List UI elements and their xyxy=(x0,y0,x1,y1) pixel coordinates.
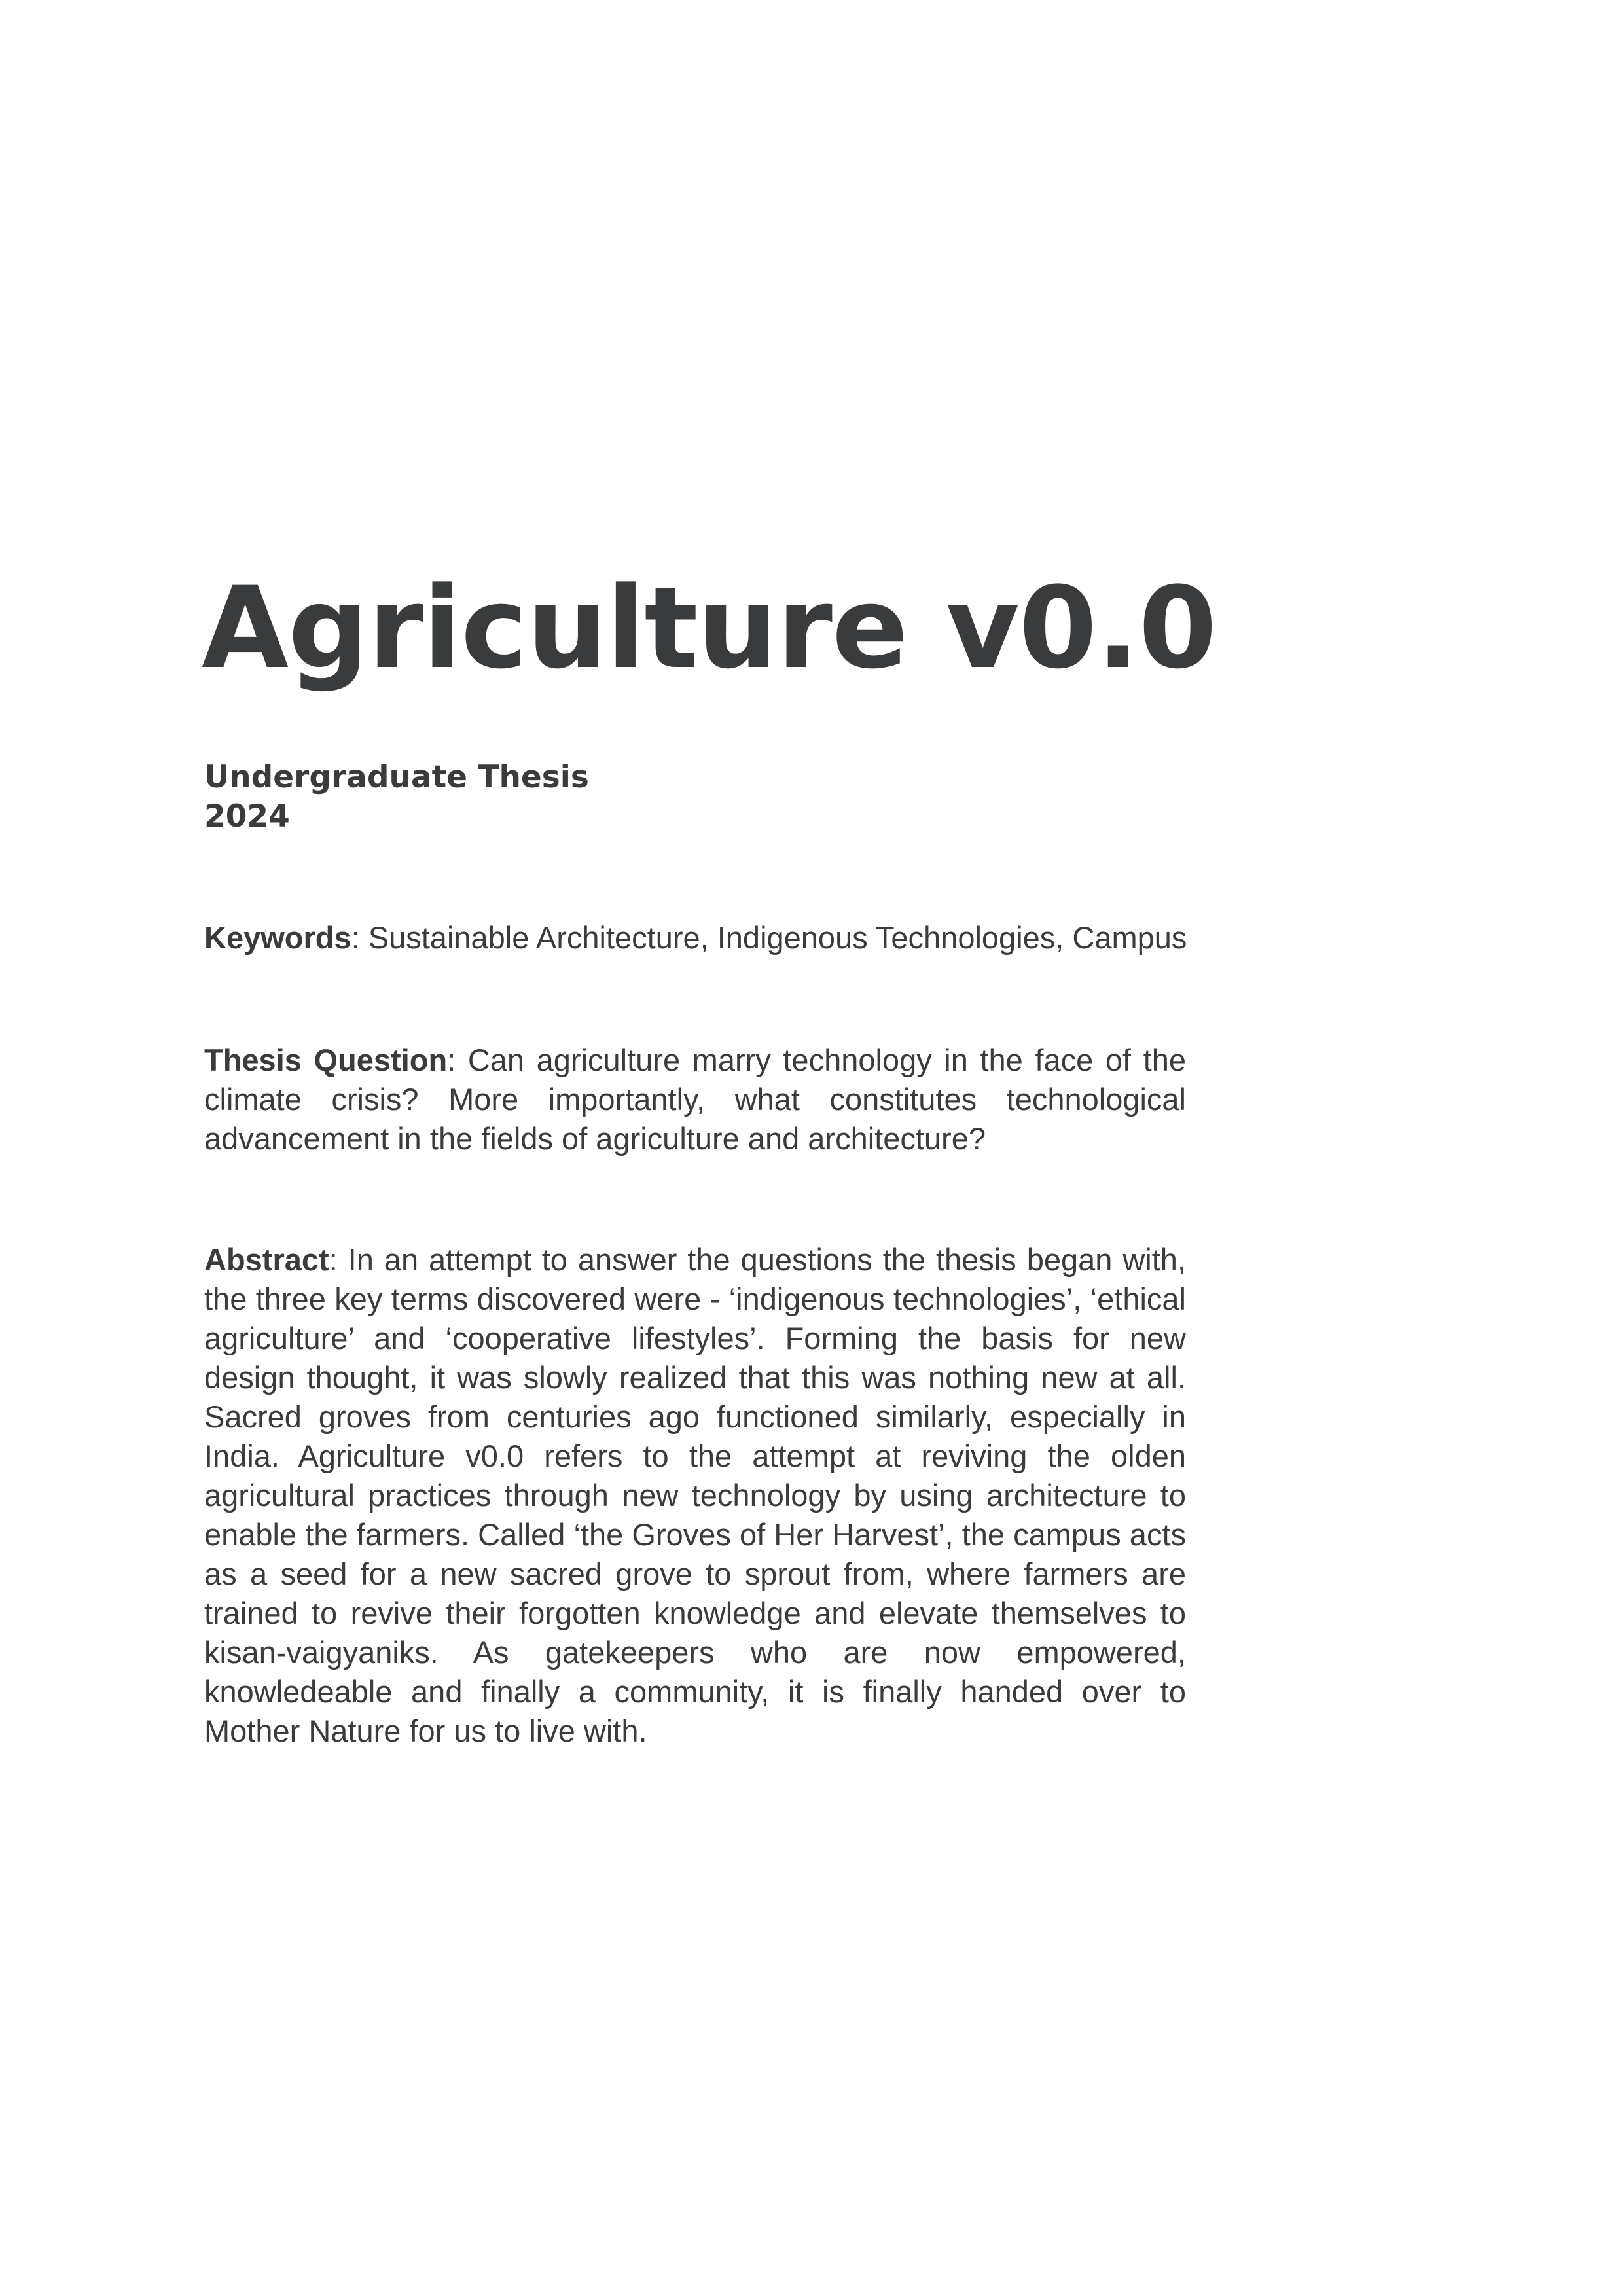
keywords-separator: : xyxy=(351,920,368,955)
thesis-question-label: Thesis Question xyxy=(204,1043,448,1077)
page-title: Agriculture v0.0 xyxy=(202,562,1217,694)
abstract-section xyxy=(204,1240,1186,1751)
abstract-label: Abstract xyxy=(204,1242,329,1277)
keywords-section xyxy=(204,918,1186,958)
subtitle-block xyxy=(204,758,589,836)
abstract-text: In an attempt to answer the questions the thesis began with, the three key terms discovered were - ‘indigenous technologies’, ‘ethical agriculture’ and ‘cooperative lifestyles’. Forming the basis for new design thought, it was slowly realized that this was nothing new at all. Sacred groves from centuries ago functioned similarly, especially in India. Agriculture v0.0 refers to the attempt at reviving the olden agricultural practices through new technology by using architecture to enable the farmers. Called ‘the Groves of Her Harvest’, the campus acts as a seed for a new sacred grove to sprout from, where farmers are trained to revive their forgotten knowledge and elevate themselves to kisan-vaigyaniks. As gatekeepers who are now empowered, knowledeable and finally a community, it is finally handed over to Mother Nature for us to live with. xyxy=(204,1242,1186,1748)
keywords-text: Sustainable Architecture, Indigenous Technologies, Campus xyxy=(368,920,1187,955)
thesis-question-separator: : xyxy=(447,1043,468,1077)
thesis-year: 2024 xyxy=(204,798,290,834)
abstract-separator: : xyxy=(329,1242,348,1277)
thesis-question-text: Can agriculture marry technology in the face of the climate crisis? More importantly, what constitutes technological advancement in the fields of agriculture and architecture? xyxy=(204,1043,1186,1156)
thesis-type: Undergraduate Thesis xyxy=(204,759,589,795)
thesis-question-section xyxy=(204,1041,1186,1158)
keywords-label: Keywords xyxy=(204,920,351,955)
